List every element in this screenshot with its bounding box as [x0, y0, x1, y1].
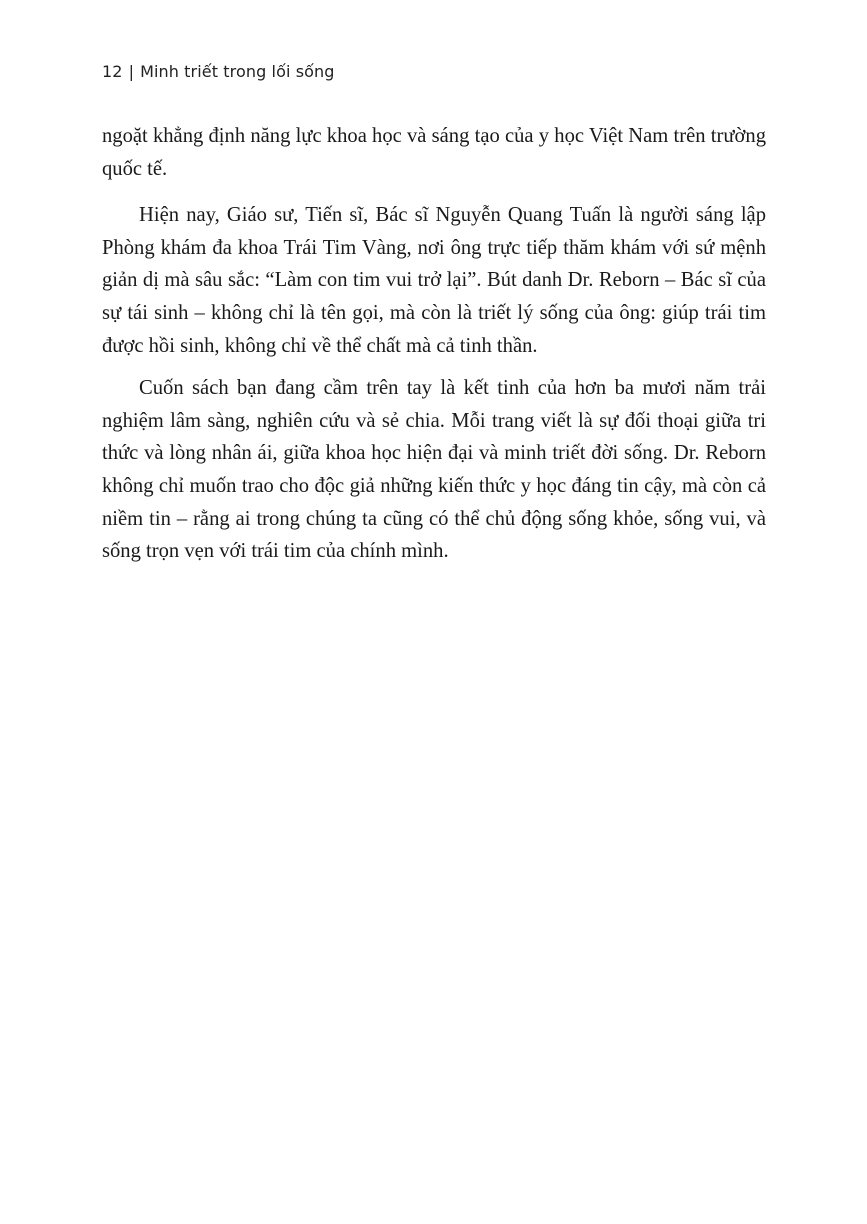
running-header	[102, 62, 335, 81]
header-separator: |	[128, 62, 135, 81]
book-title: Minh triết trong lối sống	[140, 62, 335, 81]
paragraph-founder: Hiện nay, Giáo sư, Tiến sĩ, Bác sĩ Nguyễn Quang Tuấn là người sáng lập Phòng khám đa khoa Trái Tim Vàng, nơi ông trực tiếp thăm khám với sứ mệnh giản dị mà sâu sắc: “Làm con tim vui trở lại”. Bút danh Dr. Reborn – Bác sĩ của sự tái sinh – không chỉ là tên gọi, mà còn là triết lý sống của ông: giúp trái tim được hồi sinh, không chỉ về thể chất mà cả tinh thần.	[102, 204, 766, 357]
paragraph-continuation: ngoặt khẳng định năng lực khoa học và sáng tạo của y học Việt Nam trên trường quốc tế.	[102, 125, 766, 180]
page-number: 12	[102, 62, 123, 81]
body-text	[102, 120, 766, 578]
paragraph-book-intro: Cuốn sách bạn đang cầm trên tay là kết tinh của hơn ba mươi năm trải nghiệm lâm sàng, nghiên cứu và sẻ chia. Mỗi trang viết là sự đối thoại giữa tri thức và lòng nhân ái, giữa khoa học hiện đại và minh triết đời sống. Dr. Reborn không chỉ muốn trao cho độc giả những kiến thức y học đáng tin cậy, mà còn cả niềm tin – rằng ai trong chúng ta cũng có thể chủ động sống khỏe, sống vui, và sống trọn vẹn với trái tim của chính mình.	[102, 377, 766, 563]
